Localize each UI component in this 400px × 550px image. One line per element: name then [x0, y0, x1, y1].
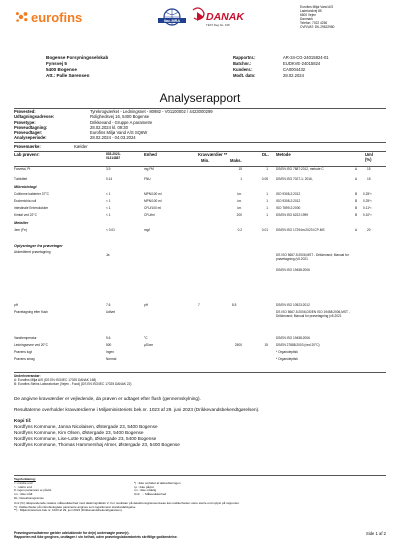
param-uml: 15 [367, 177, 371, 181]
param-value: 9.6 [106, 336, 111, 340]
param-dl: 1 [266, 167, 268, 171]
param-value: < 1 [106, 192, 111, 196]
param-dl: 0.05 [261, 177, 268, 181]
param-dl: 1 [266, 199, 268, 203]
section-heading-mikrobiologi: Mikrobiologi [14, 185, 37, 189]
report-meta [233, 55, 393, 79]
param-method: * Organoleptisk [276, 350, 298, 354]
param-note: B [355, 199, 358, 203]
param-method: DS/EN ISO 7027-1: 2016, [276, 177, 313, 181]
param-max: 15 [238, 167, 242, 171]
param-name: Ledningsevne ved 20°C [14, 343, 48, 347]
param-method: DS/EN ISO 19458:2006 [276, 336, 310, 340]
param-name: Prøvens smag [14, 357, 35, 361]
param-name: Intestinale Enterokokker [14, 206, 49, 210]
col-method: Metode [276, 152, 291, 157]
param-dl: 1 [266, 206, 268, 210]
param-unit: CFU/100 ml [144, 206, 162, 210]
copy-to-line: Nordfyns Kommune, Lise-Lotte Kragh, Østergade 23, 5400 Bogense [14, 436, 157, 441]
footer [14, 531, 386, 540]
param-max: i.m. [236, 206, 242, 210]
ilac-logo [155, 8, 189, 30]
eurofins-logo [14, 9, 92, 27]
param-uml: 0.25*² [363, 192, 372, 196]
param-unit: MPN/100 ml [144, 199, 162, 203]
col-krav: Kravværdier ** [198, 152, 228, 157]
col-lab-nr: Lab prøvenr: [14, 152, 40, 157]
subcontractor-line: B: Eurofins Steins Laboratorium (Vejen - Food) (DS EN ISO/IEC 17025 DANAK 22) [14, 381, 132, 386]
param-dl: 1 [266, 213, 268, 217]
meta-value: AR-24-CG-24015824-01 [283, 55, 329, 60]
info-value: 28.02.2024 - 04.03.2024 [90, 135, 136, 141]
meta-label: Kundenr.: [233, 67, 253, 72]
col-sample-id: 835-2023-01314887 [106, 152, 121, 160]
param-uml: 0.10*² [363, 213, 372, 217]
fine-print-line: Uml (%): Ekspanderede relative måleusikkerhed med dækningsfaktor 2. For resultater på detektionsgrænseniveau kan usikkerheden være større end oplyst på rapporten. [14, 500, 240, 505]
param-uml: 15 [367, 167, 371, 171]
copy-to-line: Nordfyns Kommune, Kim Olsen, Østergade 23, 5400 Bogense [14, 430, 144, 435]
param-dl: 1 [266, 192, 268, 196]
section-heading-metaller: Metaller [14, 221, 29, 225]
legend-item: #: ingen parametre er påvist [14, 488, 52, 493]
param-dl: 15 [264, 343, 268, 347]
param-max: 200 [236, 213, 242, 217]
param-unit: mg/l [144, 228, 151, 232]
legend-block [14, 478, 386, 513]
param-max: 0.2 [237, 228, 242, 232]
param-method: DS/EN ISO 10523:2012 [276, 303, 310, 307]
param-max: 1 [240, 177, 242, 181]
param-name: Coliforme bakterier 37°C [14, 192, 49, 196]
info-value: Drikkevand - Gruppe A parametre [90, 119, 153, 125]
eurofins-wordmark: eurofins [31, 10, 83, 25]
info-value: Eurofins Miljø Vand A/S SQ6W [90, 130, 148, 136]
meta-value: CA0004432 [283, 67, 306, 72]
info-value: Tyrekrogværket - Ledningsnet - 80982 - V01100002 / 4423000299 [90, 109, 213, 114]
param-note: B [355, 192, 358, 196]
param-method: DS/EN ISO 6222:1999 [276, 213, 309, 217]
param-name: Prøvetagning efter flush [14, 310, 48, 314]
address-line: CVR/VAT: DK-29822980 [300, 24, 335, 29]
copy-to-block [14, 418, 386, 448]
footer-line: Prøvningsresultaterne gælder udelukkende for de(n) undersøgte prøve(r). [14, 531, 130, 535]
param-method: DS ISO 5667-5:2006,DS/EN ISO 19458:2006,MST - Drikkevand; Manual for prøvetagning (v5.2021 [276, 310, 350, 318]
address-line: Telefon: 7022 4256 [300, 20, 328, 25]
legend-item: > : større end [14, 484, 32, 489]
param-name: Vandtemperatur [14, 336, 37, 340]
statement-compliance: Resultaterne overholder kravværdierne i Miljøministeriets bek.nr. 1023 af 29. juni 2023 (Drikkevandsbekendtgørelsen). [14, 407, 260, 412]
col-dl: DL. [262, 152, 269, 157]
param-note: A [355, 228, 358, 232]
legend-item: i.m.: ikke målelig [134, 488, 157, 493]
param-note: B [355, 213, 358, 217]
footer-line: Rapporten må ikke gengives, undtagen i sin helhed, uden prøvningslaboratoriets skriftlige godkendelse. [14, 535, 178, 540]
param-value: < 1 [106, 206, 111, 210]
param-method: ISO 7899-2:2000 [276, 206, 301, 210]
info-label: Prøveudtager: [14, 130, 43, 136]
legend-item: i.p.: ikke påvist [134, 484, 154, 489]
param-unit: CFU/ml [144, 213, 155, 217]
param-name: Prøvens lugt [14, 350, 32, 354]
info-label: Analyseperiode: [14, 135, 47, 141]
provemaerke-row [14, 144, 386, 149]
param-value: 7.6 [106, 303, 111, 307]
address-line: Danmark [300, 16, 313, 21]
svg-text:ilac-MRA: ilac-MRA [163, 19, 181, 23]
param-method: DS/EN ISO 19458:2006 [276, 268, 310, 272]
subcontractor-block [14, 375, 386, 387]
param-uml: 0.25*² [363, 199, 372, 203]
param-method: DS/EN ISO 17294m:2023 ICP-MS [276, 228, 325, 232]
param-name: Jern (Fe) [14, 228, 27, 232]
param-uml: 0.11*² [363, 206, 372, 210]
meta-label: Rapportnr.: [233, 55, 256, 60]
param-name: Escherichia coli [14, 199, 37, 203]
param-unit: FNU [144, 177, 151, 181]
col-max: Maks. [230, 158, 242, 163]
company-address [300, 6, 395, 29]
recipient-address [46, 55, 216, 79]
fine-print-line: *²): Usikkerheder på mikrobiologiske parametre angives som logaritmeret standardafvigelse [14, 504, 136, 509]
col-uml-pct: (%) [365, 157, 372, 162]
legend-item: Uml: ...: Måleusikkerhed [134, 492, 167, 497]
param-value: Ja [106, 253, 110, 257]
param-dl: 0.01 [261, 228, 268, 232]
fine-print-line: **) : Miljøministeriets bek.nr. 1023 af 29. juni 2023 (Drikkevandsbekendtgørelsen). [14, 508, 123, 513]
param-value: Normal [106, 357, 117, 361]
meta-value: EUDKVE-24015824 [283, 61, 321, 66]
param-method: DS/EN ISO 7887:2012, metode C [276, 167, 324, 171]
address-line: Eurofins Miljø Vand A/S [300, 5, 334, 9]
danak-logo [190, 7, 248, 33]
subcontractor-heading: Underleverandør: [14, 374, 41, 378]
meta-label: Modt. dato: [233, 73, 256, 78]
info-value: Rolighedsvej 16, 5400 Bogense [90, 114, 150, 120]
param-max: 2500 [234, 343, 242, 347]
param-unit: pH [144, 303, 149, 307]
param-note: A [355, 177, 358, 181]
info-value: 28.02.2024 kl. 09:30 [90, 124, 128, 130]
meta-value: 28.02.2024 [283, 73, 304, 78]
param-method: DS ISO 5667-5:2006,MST - Drikkevand; Manual for prøvetagning (v5.2021 [276, 253, 349, 261]
address-line: Ladelundvej 85 [300, 8, 322, 13]
recipient-line: Fynsvej 5 [46, 61, 67, 66]
copy-to-line: Nordfyns Kommune, Thomas Hammershøj Almer, Østergade 23, 5400 Bogense [14, 442, 180, 447]
info-label: Prøveudtagning: [14, 124, 48, 130]
param-value: < 1 [106, 213, 111, 217]
results-table-continued [14, 304, 386, 374]
results-table [14, 168, 386, 298]
col-unit: Enhed [144, 152, 157, 157]
param-name: pH [14, 303, 19, 307]
page-title: Analyserapport [159, 91, 241, 105]
param-unit: MPN/100 ml [144, 192, 162, 196]
param-unit: mg Pt/l [144, 167, 154, 171]
param-name: Turbiditet [14, 177, 28, 181]
param-method: ISO 9308-2:2012 [276, 199, 301, 203]
col-min: Min. [201, 158, 210, 163]
copy-to-heading: Kopi til: [14, 418, 32, 423]
subcontractor-line: A: Eurofins Miljø A/S (DS EN ISO/IEC 17025 DANAK 168) [14, 377, 97, 382]
provemaerke-label: Prøvemærke: [14, 144, 41, 149]
param-name: Farvetal, Pt [14, 167, 31, 171]
address-line: 6600 Vejen [300, 12, 316, 17]
svg-text:DANAK: DANAK [206, 11, 244, 23]
info-label: Prøvested: [14, 109, 36, 114]
sample-info [14, 109, 386, 141]
col-uml: Uml [365, 152, 373, 157]
param-uml: 20 [367, 228, 371, 232]
section-heading-oplysninger: Oplysninger fra prøvetager [14, 244, 63, 248]
svg-text:TEST Reg.No. 168: TEST Reg.No. 168 [206, 23, 230, 27]
legend-item: DL: Detektionsgrænse [14, 495, 44, 500]
recipient-line: Att.: Palle Sørensen [46, 73, 90, 78]
param-max: 8.5 [232, 303, 237, 307]
param-method: DS/EN 27888:2003 (ved 20°C) [276, 343, 320, 347]
param-method: ISO 9308-2:2012 [276, 192, 301, 196]
legend-item: i.m.: ikke målt [14, 492, 33, 497]
param-max: i.m. [236, 199, 242, 203]
recipient-line: 5400 Bogense [46, 67, 77, 72]
page-number: Side 1 af 2 [365, 531, 386, 536]
param-max: i.m. [236, 192, 242, 196]
param-value: Ingen [106, 350, 114, 354]
copy-to-line: Nordfyns Kommune, Janna Nicolaisen, Østergade 23, 5400 Bogense [14, 424, 158, 429]
param-value: 3.9 [106, 167, 111, 171]
info-label: Prøvetype: [14, 119, 36, 125]
info-label: Udtagningsadresse: [14, 114, 55, 120]
param-value: 0.14 [106, 177, 113, 181]
param-value: < 1 [106, 199, 111, 203]
legend-heading: Tegnforklaring: [14, 477, 36, 481]
param-min: 7 [198, 303, 200, 307]
provemaerke-value: Kælder [74, 144, 88, 149]
recipient-line: Bogense Forsyningsselskab [46, 55, 109, 60]
param-value: 500 [106, 343, 112, 347]
legend-item: *) : Ikke omfattet af akkrediteringen [134, 480, 181, 485]
param-method: * Organoleptisk [276, 357, 298, 361]
meta-label: Batchnr.: [233, 61, 252, 66]
param-value: Udført [106, 310, 115, 314]
param-note: A [355, 167, 358, 171]
statement-flush: De angivne kravværdier er vejledende, da prøven er udtaget efter flush (gennemskylning). [14, 396, 201, 401]
param-name: Akkrediteret prøvetagning [14, 250, 51, 254]
param-name: Kimtal ved 22°C [14, 213, 37, 217]
param-value: < 0.01 [106, 228, 115, 232]
param-unit: °C [144, 336, 148, 340]
param-note: B [355, 206, 358, 210]
legend-item: <: mindre end [14, 480, 33, 485]
param-unit: μS/cm [144, 343, 154, 347]
